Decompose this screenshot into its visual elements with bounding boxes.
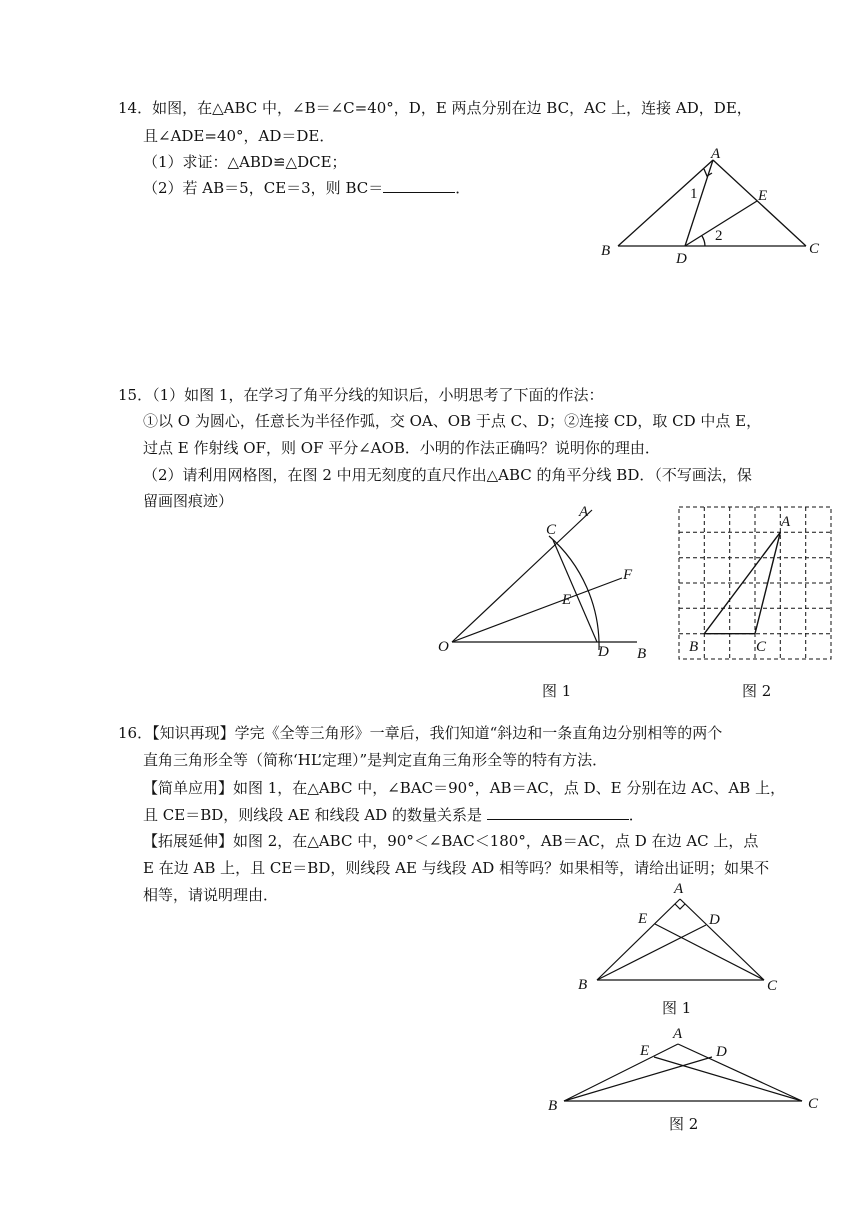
q16-line7: 相等，请说明理由． <box>143 886 279 904</box>
q15-fig1-label-f: F <box>623 567 633 583</box>
q14-label-c: C <box>809 241 820 257</box>
q16-fig1-label-b: B <box>578 977 588 993</box>
q16-simple-text: 且 CE＝BD，则线段 AE 和线段 AD 的数量关系是 <box>143 806 487 824</box>
q15-fig1-caption: 图 1 <box>542 682 572 700</box>
q16-line1: 16．【知识再现】学完《全等三角形》一章后，我们知道“斜边和一条直角边分别相等的两个 <box>118 724 723 742</box>
q14-label-a: A <box>711 146 721 162</box>
q14-line1: 14．如图，在△ABC 中，∠B＝∠C=40°，D，E 两点分别在边 BC，AC 上，连接 AD，DE， <box>118 99 752 117</box>
q15-figure1 <box>432 500 657 670</box>
q15-line4: （2）请利用网格图，在图 2 中用无刻度的直尺作出△ABC 的角平分线 BD．（不写画法，保 <box>143 466 752 484</box>
q16-figure2 <box>542 1022 832 1117</box>
q16-fig2-label-e: E <box>640 1043 650 1059</box>
q14-answer-blank[interactable] <box>383 176 455 193</box>
q15-line1: 15．（1）如图 1，在学习了角平分线的知识后，小明思考了下面的作法： <box>118 386 604 404</box>
q16-line3: 【简单应用】如图 1，在△ABC 中，∠BAC＝90°，AB＝AC，点 D、E 分别在边 AC、AB 上， <box>143 779 786 797</box>
q16-line4 <box>143 803 644 826</box>
q16-fig1-label-c: C <box>767 978 778 994</box>
q14-label-b: B <box>601 243 611 259</box>
q15-fig1-label-a: A <box>579 504 589 520</box>
q16-fig2-label-b: B <box>548 1098 558 1114</box>
q15-line5: 留画图痕迹） <box>143 492 234 510</box>
q15-fig2-label-a: A <box>781 514 791 530</box>
q14-part2-text: （2）若 AB＝5，CE＝3，则 BC＝ <box>143 179 384 197</box>
q14-line2: 且∠ADE=40°，AD＝DE． <box>143 127 335 145</box>
q14-label-e: E <box>758 188 768 204</box>
q16-fig1-caption: 图 1 <box>662 999 692 1017</box>
q15-fig1-label-c: C <box>546 522 557 538</box>
q14-label-angle2: 2 <box>715 228 723 244</box>
q14-part2-end: ． <box>455 179 471 197</box>
q16-line6: E 在边 AB 上，且 CE＝BD，则线段 AE 与线段 AD 相等吗？如果相等，请给出证明；如果不 <box>143 859 770 877</box>
q15-fig1-label-o: O <box>438 639 449 655</box>
q15-line3: 过点 E 作射线 OF，则 OF 平分∠AOB．小明的作法正确吗？说明你的理由． <box>143 439 660 457</box>
q15-fig1-label-d: D <box>598 644 609 660</box>
q15-fig1-label-b: B <box>637 646 647 662</box>
q14-line4 <box>143 176 470 199</box>
q16-simple-end: ． <box>628 806 644 824</box>
q14-figure <box>595 145 835 270</box>
q14-label-d: D <box>676 251 687 267</box>
q14-line3: （1）求证：△ABD≌△DCE； <box>143 153 347 171</box>
q16-fig1-label-a: A <box>674 881 684 897</box>
q15-fig1-label-e: E <box>562 592 572 608</box>
q15-fig2-label-b: B <box>689 639 699 655</box>
q14-label-angle1: 1 <box>690 186 698 202</box>
q16-line5: 【拓展延伸】如图 2，在△ABC 中，90°＜∠BAC＜180°，AB＝AC，点 D 在边 AC 上，点 <box>143 832 759 850</box>
q16-fig1-label-e: E <box>638 911 648 927</box>
q16-fig2-label-a: A <box>673 1026 683 1042</box>
q16-figure1 <box>572 876 792 996</box>
q16-fig1-label-d: D <box>709 912 720 928</box>
q16-fig2-label-d: D <box>716 1044 727 1060</box>
q15-fig2-label-c: C <box>756 639 767 655</box>
q16-answer-blank[interactable] <box>487 803 629 820</box>
q15-line2: ①以 O 为圆心，任意长为半径作弧，交 OA、OB 于点 C、D；②连接 CD，取 CD 中点 E， <box>143 412 762 430</box>
q15-fig2-caption: 图 2 <box>742 682 772 700</box>
q15-figure2-grid <box>676 504 836 664</box>
q16-fig2-caption: 图 2 <box>669 1115 699 1133</box>
q16-fig2-label-c: C <box>808 1096 819 1112</box>
q16-line2: 直角三角形全等（简称‘HL’定理）”是判定直角三角形全等的特有方法． <box>143 751 608 769</box>
